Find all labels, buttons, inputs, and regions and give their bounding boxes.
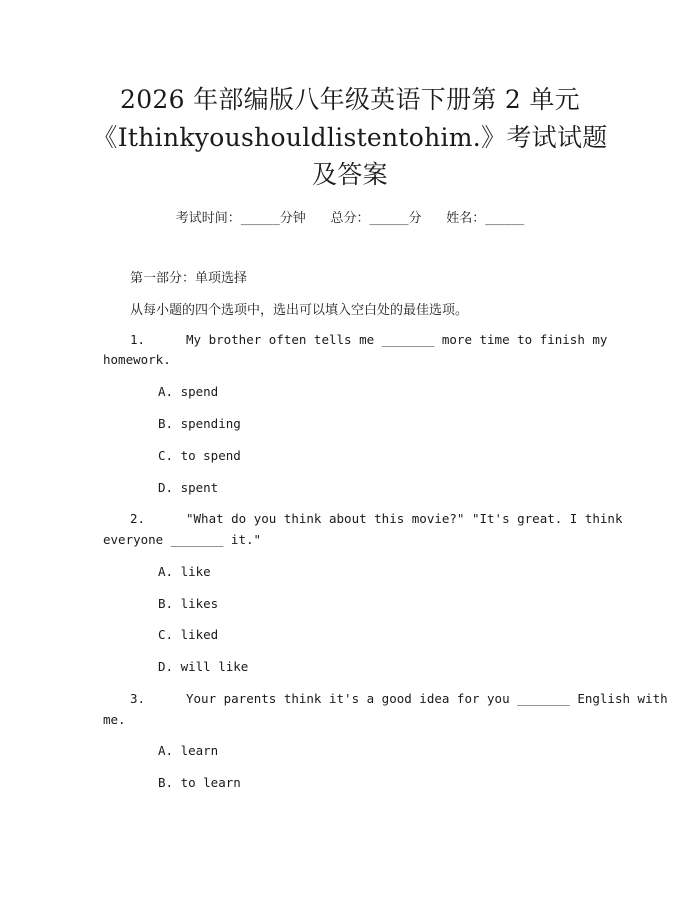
question-2-text: "What do you think about this movie?" "It's great. I think <box>186 511 623 526</box>
exam-title-line-1: 2026 年部编版八年级英语下册第 2 单元 <box>120 85 580 114</box>
question-3-option-a: A. learn <box>158 743 219 758</box>
question-1-number: 1. <box>130 332 146 347</box>
exam-title-line-3: 及答案 <box>312 160 388 189</box>
question-2-option-a: A. like <box>158 564 211 579</box>
question-1-option-d: D. spent <box>158 480 219 495</box>
question-2-line-2: everyone _______ it." <box>103 532 262 547</box>
question-1-line-2: homework. <box>103 352 171 367</box>
question-2-option-b: B. likes <box>158 596 219 611</box>
question-3-line-2: me. <box>103 712 126 727</box>
question-1-text: My brother often tells me _______ more time to finish my <box>186 332 608 347</box>
question-1-option-a: A. spend <box>158 384 219 399</box>
exam-info-line: 考试时间：______分钟 总分：______分 姓名：______ <box>175 211 525 226</box>
section-heading: 第一部分：单项选择 <box>130 271 248 286</box>
question-3-option-b: B. to learn <box>158 775 241 790</box>
question-2-line-1 <box>130 511 623 526</box>
question-3-text: Your parents think it's a good idea for you _______ English with <box>186 691 668 706</box>
question-2-option-c: C. liked <box>158 627 219 642</box>
question-1-option-c: C. to spend <box>158 448 241 463</box>
question-1-line-1 <box>130 332 607 347</box>
question-3-number: 3. <box>130 691 146 706</box>
question-2-option-d: D. will like <box>158 659 249 674</box>
question-2-number: 2. <box>130 511 146 526</box>
section-instruction: 从每小题的四个选项中，选出可以填入空白处的最佳选项。 <box>130 303 469 318</box>
question-1-option-b: B. spending <box>158 416 241 431</box>
exam-title-line-2: 《Ithinkyoushouldlistentohim.》考试试题 <box>92 123 608 152</box>
question-3-line-1 <box>130 691 668 706</box>
